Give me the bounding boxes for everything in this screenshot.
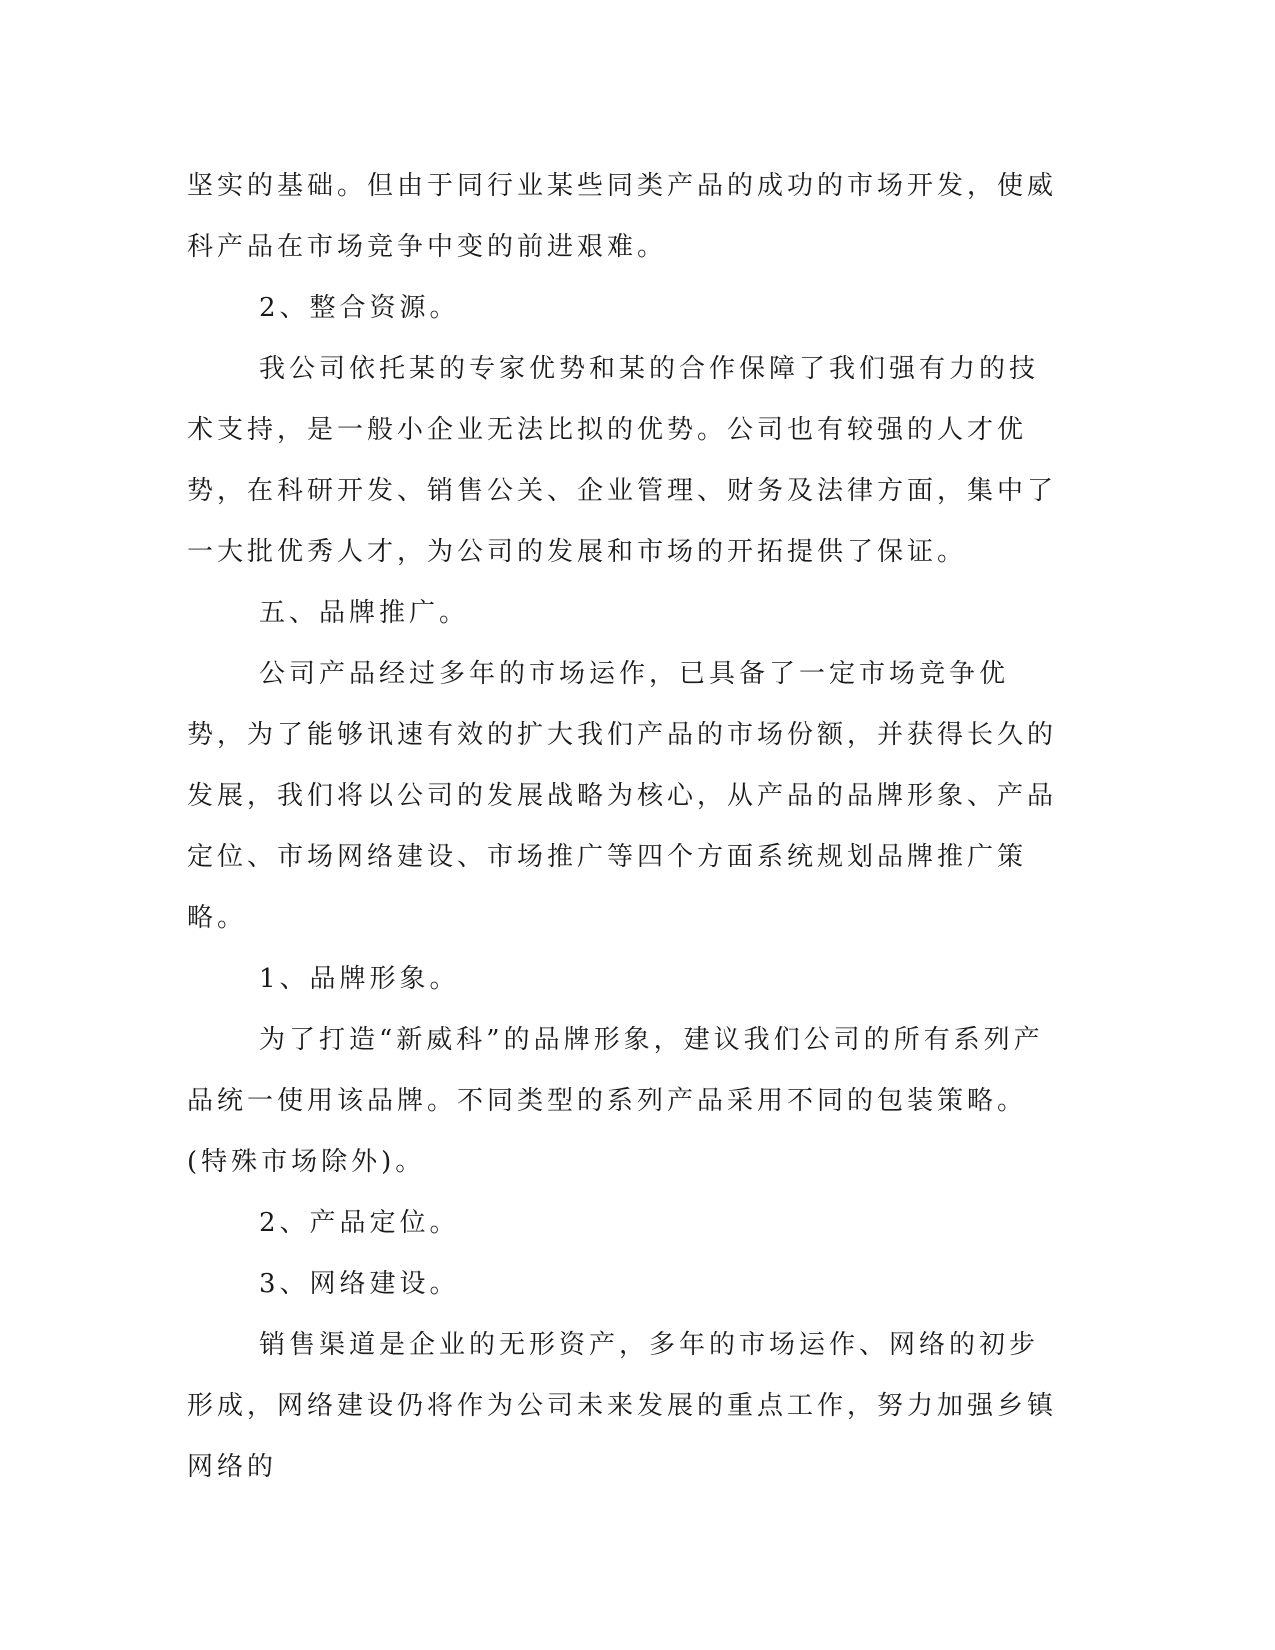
paragraph-continuation: 坚实的基础。但由于同行业某些同类产品的成功的市场开发，使威科产品在市场竞争中变的前进艰难。 [187, 171, 1058, 262]
paragraph-network-building: 销售渠道是企业的无形资产，多年的市场运作、网络的初步形成，网络建设仍将作为公司未来发展的重点工作，努力加强乡镇网络的 [187, 1330, 1058, 1482]
paragraph-brand-image: 为了打造“新威科”的品牌形象，建议我们公司的所有系列产品统一使用该品牌。不同类型的系列产品采用不同的包装策略。(特殊市场除外)。 [187, 1025, 1044, 1177]
subheading-integrate-resources: 2、整合资源。 [259, 293, 460, 323]
subheading-network-building: 3、网络建设。 [259, 1269, 460, 1299]
body-text [187, 156, 1067, 1498]
subheading-brand-image: 1、品牌形象。 [259, 964, 460, 994]
section-heading-brand-promotion: 五、品牌推广。 [259, 598, 470, 628]
subheading-product-positioning: 2、产品定位。 [259, 1208, 460, 1238]
paragraph-brand-promotion: 公司产品经过多年的市场运作，已具备了一定市场竞争优势，为了能够讯速有效的扩大我们产品的市场份额，并获得长久的发展，我们将以公司的发展战略为核心，从产品的品牌形象、产品定位、市场网络建设、市场推广等四个方面系统规划品牌推广策略。 [187, 659, 1058, 933]
paragraph-resources: 我公司依托某的专家优势和某的合作保障了我们强有力的技术支持，是一般小企业无法比拟的优势。公司也有较强的人才优势，在科研开发、销售公关、企业管理、财务及法律方面，集中了一大批优秀人才，为公司的发展和市场的开拓提供了保证。 [187, 354, 1058, 567]
